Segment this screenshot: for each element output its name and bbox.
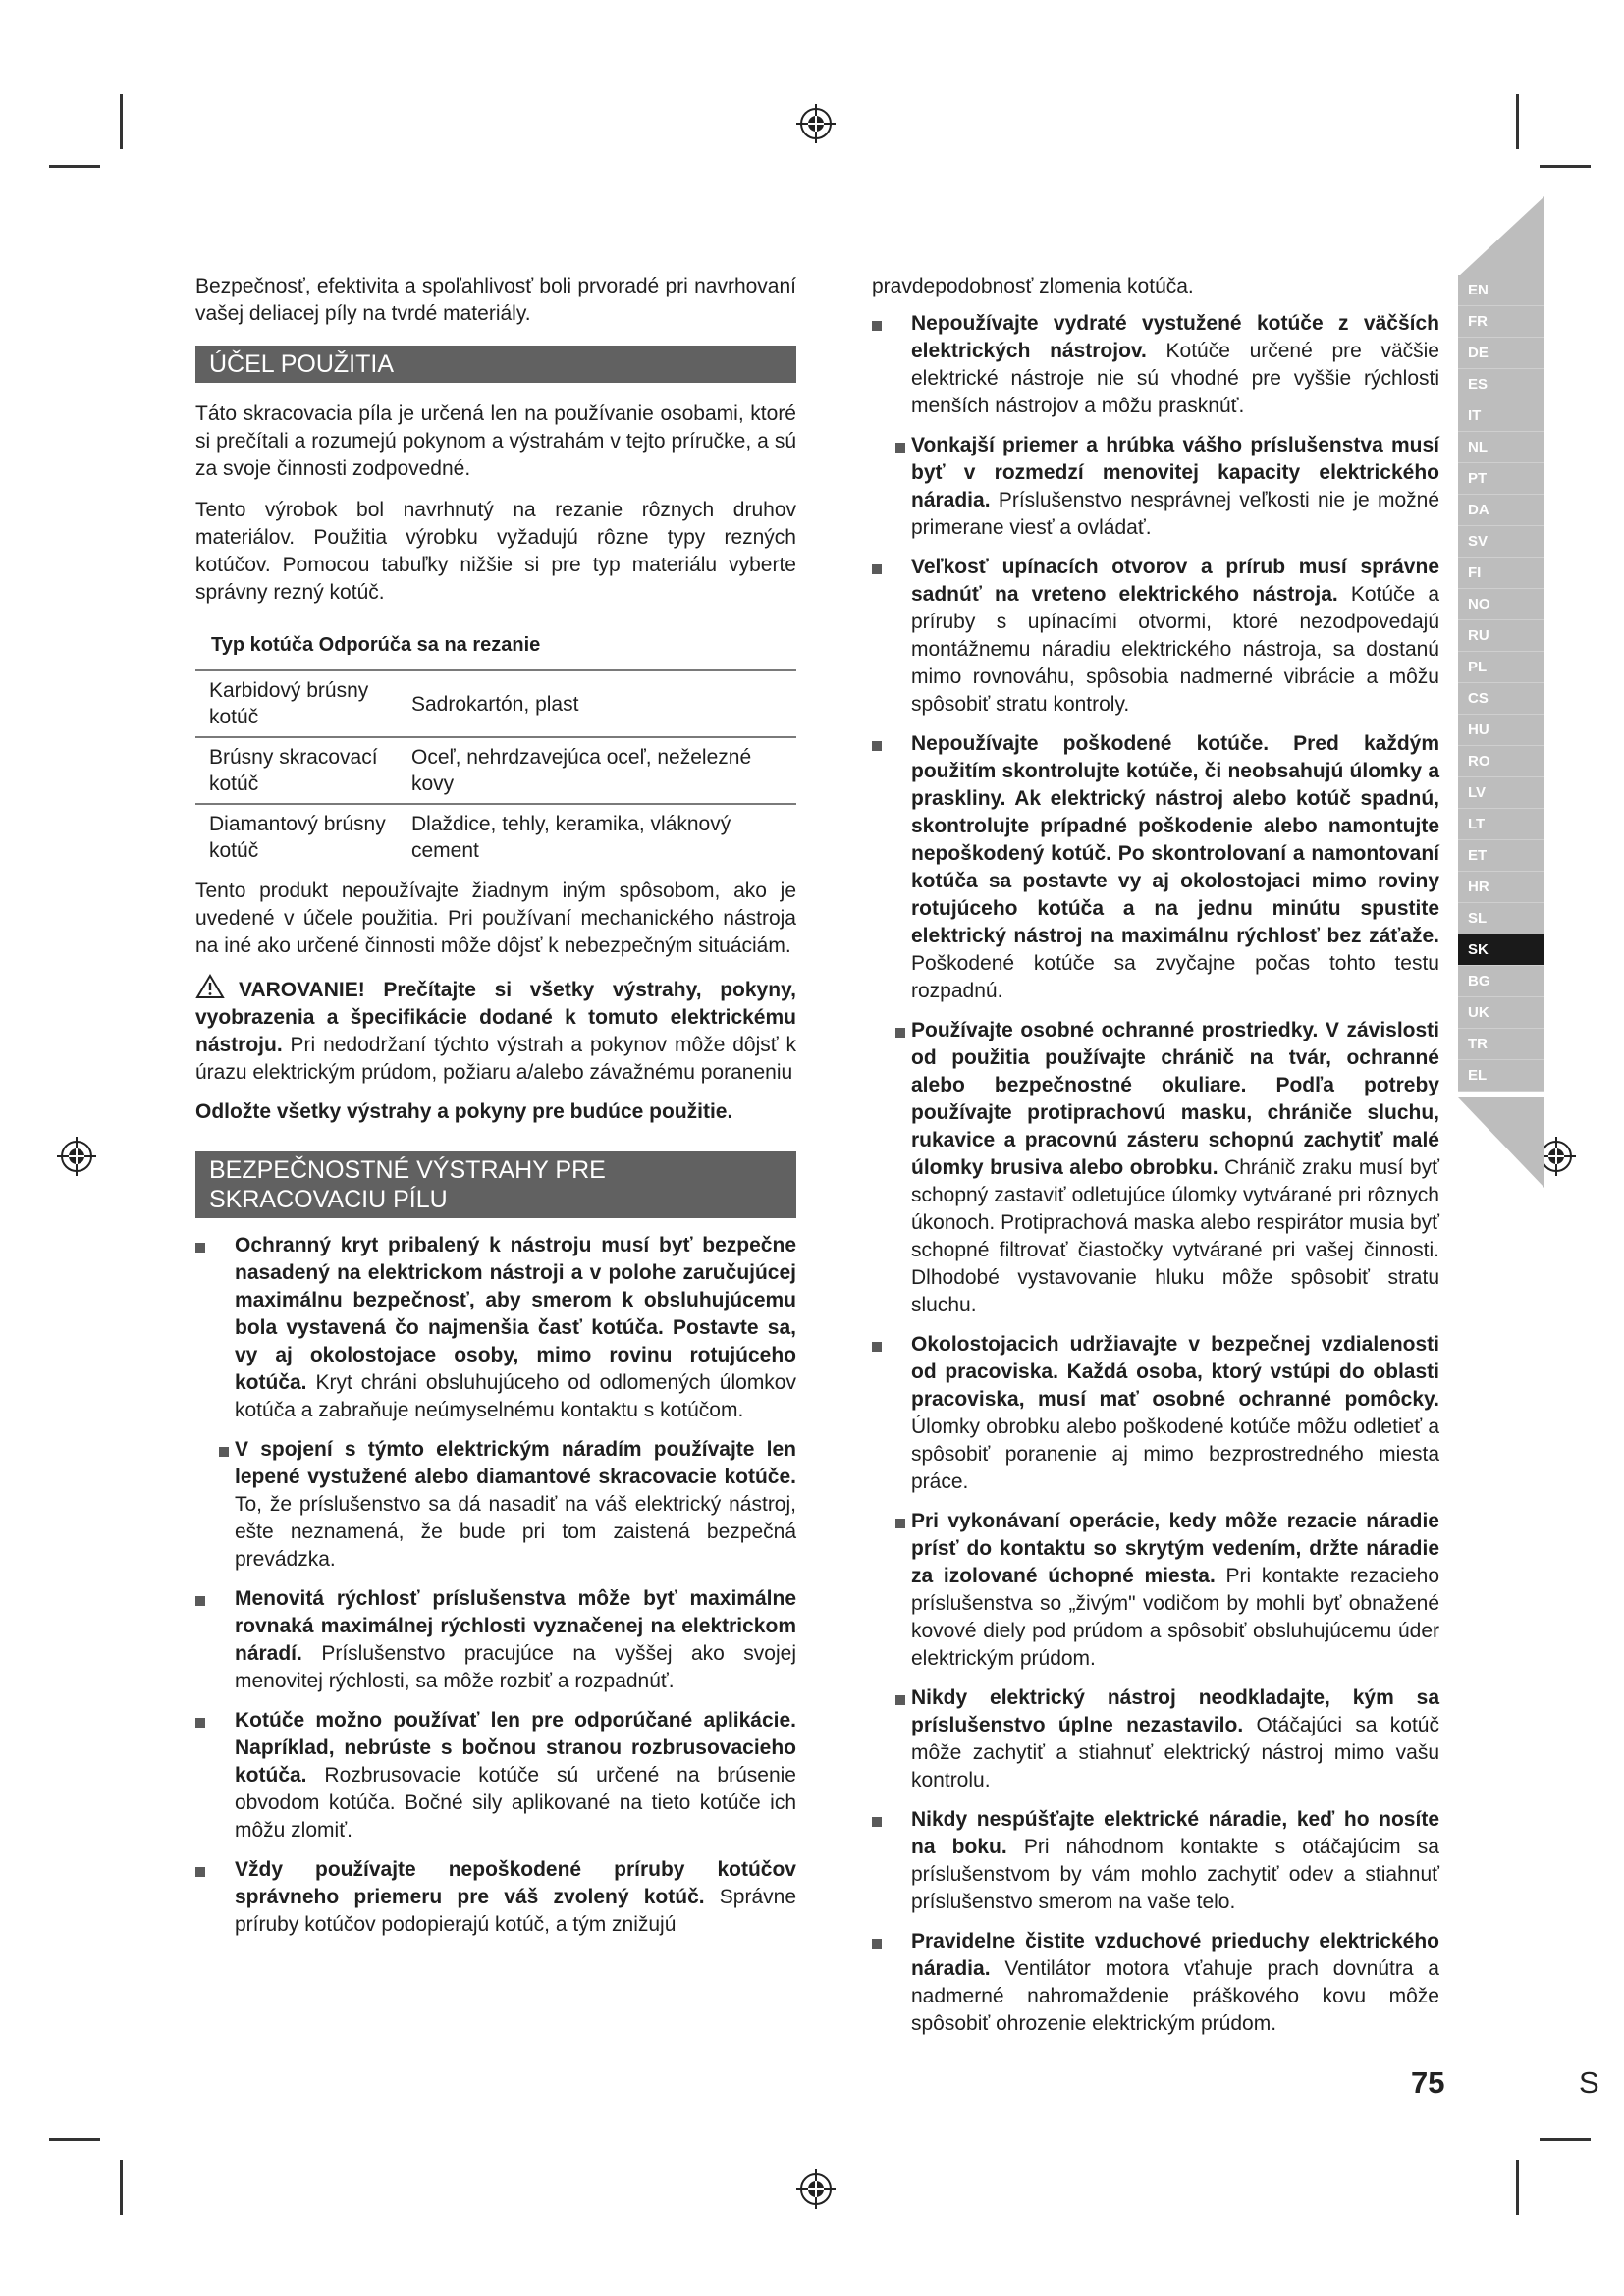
list-item bbox=[195, 1856, 796, 1939]
crop-mark bbox=[120, 2160, 123, 2215]
intro-paragraph: Bezpečnosť, efektivita a spoľahlivosť boli prvoradé pri navrhovaní vašej deliacej píly na tvrdé materiály. bbox=[195, 275, 796, 325]
usage-paragraph: Tento produkt nepoužívajte žiadnym iným spôsobom, ako je uvedené v účele použitia. Pri používaní mechanického nástroja na iné ako určené činnosti môže dôjsť k nebezpečným situáciám. bbox=[195, 880, 796, 957]
language-tabs bbox=[1458, 275, 1544, 1092]
bullet-bold-text: Pravidelne čistite vzduchové prieduchy elektrického náradia. bbox=[911, 1930, 1439, 1980]
bullet-text: Pri kontakte rezacieho príslušenstva so „živým" vodičom by mohli byť obnažené kovové diely pod prúdom a spôsobiť obsluhujúcemu úder elektrickým prúdom. bbox=[911, 1565, 1439, 1670]
language-tab-sv[interactable]: SV bbox=[1458, 526, 1544, 558]
crop-mark bbox=[1516, 94, 1519, 149]
registration-mark-icon bbox=[794, 102, 838, 145]
continuation-text: pravdepodobnosť zlomenia kotúča. bbox=[872, 275, 1194, 297]
language-tab-cs[interactable]: CS bbox=[1458, 683, 1544, 715]
bullet-bold-text: Vonkajší priemer a hrúbka vášho príslušenstva musí byť v rozmedzí menovitej kapacity elektrického náradia. bbox=[911, 434, 1439, 511]
bullet-square-icon bbox=[195, 1867, 205, 1877]
bullet-square-icon bbox=[895, 1028, 905, 1038]
purpose-paragraph-1: Táto skracovacia píla je určená len na používanie osobami, ktoré si prečítali a rozumejú pokynom a výstrahám v tejto príručke, a sú za svoje činnosti zodpovedné. bbox=[195, 402, 796, 480]
keep-instructions: Odložte všetky výstrahy a pokyny pre budúce použitie. bbox=[195, 1100, 733, 1123]
language-tab-sl[interactable]: SL bbox=[1458, 903, 1544, 934]
bullet-square-icon bbox=[895, 1695, 905, 1705]
bullet-text: To, že príslušenstvo sa dá nasadiť na váš elektrický nástroj, ešte neznamená, že bude pri tom zaistená bezpečná prevádzka. bbox=[235, 1493, 796, 1571]
bullet-text: Príslušenstvo pracujúce na vyššej ako svojej menovitej rýchlosti, sa môže rozbiť a rozpadnúť. bbox=[235, 1642, 796, 1692]
bullet-bold-text: Používajte osobné ochranné prostriedky. V závislosti od použitia používajte chránič na tvár, ochranné alebo bezpečnostné okuliare. Podľa potreby používajte protiprachovú masku, chrániče sluchu, rukavice a pracovnú zásteru schopnú zachytiť malé úlomky brusiva alebo obrobku. bbox=[911, 1019, 1439, 1179]
language-tab-decor bbox=[1458, 196, 1544, 277]
purpose-paragraph-2: Tento výrobok bol navrhnutý na rezanie rôznych druhov materiálov. Použitia výrobku vyžadujú rôzne typy rezných kotúčov. Pomocou tabuľky nižšie si pre typ materiálu vyberte správny rezný kotúč. bbox=[195, 499, 796, 604]
right-bullet-list bbox=[872, 310, 1439, 2038]
warning-paragraph bbox=[195, 974, 796, 1087]
language-tab-tr[interactable]: TR bbox=[1458, 1029, 1544, 1060]
bullet-bold-text: Kotúče možno používať len pre odporúčané aplikácie. Napríklad, nebrúste s bočnou stranou rozbrusovacieho kotúča. bbox=[235, 1709, 796, 1787]
language-tab-nl[interactable]: NL bbox=[1458, 432, 1544, 463]
language-tab-no[interactable]: NO bbox=[1458, 589, 1544, 620]
bullet-square-icon bbox=[895, 443, 905, 453]
section-title-safety: BEZPEČNOSTNÉ VÝSTRAHY PRE SKRACOVACIU PÍLU bbox=[195, 1151, 796, 1218]
language-tab-uk[interactable]: UK bbox=[1458, 997, 1544, 1029]
blade-type-cell: Diamantový brúsny kotúč bbox=[209, 813, 386, 862]
bullet-text: Rozbrusovacie kotúče sú určené na brúsenie obvodom kotúča. Bočné sily aplikované na tieto kotúče ich môžu zlomiť. bbox=[235, 1764, 796, 1842]
list-item bbox=[195, 1232, 796, 1424]
bullet-text: Príslušenstvo nesprávnej veľkosti nie je možné primerane viesť a ovládať. bbox=[911, 489, 1439, 539]
bullet-bold-text: Okolostojacich udržiavajte v bezpečnej vzdialenosti od pracoviska. Každá osoba, ktorý vstúpi do oblasti pracoviska, musí mať osobné ochranné pomôcky. bbox=[911, 1333, 1439, 1411]
blade-use-cell: Dlaždice, tehly, keramika, vláknový cement bbox=[411, 813, 731, 862]
right-column bbox=[872, 273, 1439, 2050]
edge-character: S bbox=[1579, 2065, 1599, 2100]
list-item bbox=[195, 1436, 796, 1574]
section-title-purpose: ÚČEL POUŽITIA bbox=[195, 346, 796, 383]
bullet-bold-text: Nepoužívajte vydraté vystužené kotúče z väčších elektrických nástrojov. bbox=[911, 312, 1439, 362]
language-tab-da[interactable]: DA bbox=[1458, 495, 1544, 526]
crop-mark bbox=[1540, 2138, 1591, 2141]
language-tab-fi[interactable]: FI bbox=[1458, 558, 1544, 589]
language-tab-pl[interactable]: PL bbox=[1458, 652, 1544, 683]
language-tab-ro[interactable]: RO bbox=[1458, 746, 1544, 777]
warning-triangle-icon bbox=[195, 974, 225, 999]
list-item bbox=[872, 1928, 1439, 2038]
blade-table-header: Typ kotúča Odporúča sa na rezanie bbox=[211, 634, 541, 656]
language-tab-hu[interactable]: HU bbox=[1458, 715, 1544, 746]
list-item bbox=[872, 730, 1439, 1005]
list-item bbox=[872, 1331, 1439, 1496]
list-item bbox=[872, 1684, 1439, 1794]
list-item bbox=[195, 1585, 796, 1695]
bullet-bold-text: Nikdy elektrický nástroj neodkladajte, kým sa príslušenstvo úplne nezastavilo. bbox=[911, 1686, 1439, 1736]
bullet-square-icon bbox=[872, 1939, 882, 1949]
bullet-square-icon bbox=[895, 1519, 905, 1528]
language-tab-decor bbox=[1458, 1097, 1544, 1188]
language-tab-en[interactable]: EN bbox=[1458, 275, 1544, 306]
bullet-text: Kotúče a príruby s upínacími otvormi, ktoré nezodpovedajú montážnemu náradiu elektrického nástroja, sa dostanú mimo rovnováhu, spôsobia nadmerné vibrácie a môžu spôsobiť stratu kontroly. bbox=[911, 583, 1439, 716]
bullet-text: Ventilátor motora vťahuje prach dovnútra a nadmerné nahromaždenie práškového kovu môže spôsobiť ohrozenie elektrickým prúdom. bbox=[911, 1957, 1439, 2035]
list-item bbox=[195, 1707, 796, 1844]
registration-mark-icon bbox=[55, 1135, 98, 1178]
bullet-square-icon bbox=[872, 564, 882, 574]
language-tab-it[interactable]: IT bbox=[1458, 400, 1544, 432]
bullet-text: Poškodené kotúče sa zvyčajne počas tohto testu rozpadnú. bbox=[911, 952, 1439, 1002]
bullet-bold-text: V spojení s týmto elektrickým náradím používajte len lepené vystužené alebo diamantové skracovacie kotúče. bbox=[235, 1438, 796, 1488]
bullet-square-icon bbox=[872, 321, 882, 331]
list-item bbox=[872, 554, 1439, 719]
bullet-bold-text: Vždy používajte nepoškodené príruby kotúčov správneho priemeru pre váš zvolený kotúč. bbox=[235, 1858, 796, 1908]
crop-mark bbox=[49, 2138, 100, 2141]
crop-mark bbox=[1516, 2160, 1519, 2215]
language-tab-hr[interactable]: HR bbox=[1458, 872, 1544, 903]
language-tab-lv[interactable]: LV bbox=[1458, 777, 1544, 809]
blade-use-cell: Sadrokartón, plast bbox=[411, 692, 579, 716]
bullet-square-icon bbox=[195, 1718, 205, 1728]
bullet-square-icon bbox=[872, 1817, 882, 1827]
bullet-square-icon bbox=[872, 1342, 882, 1352]
blade-type-cell: Brúsny skracovací kotúč bbox=[209, 746, 378, 795]
left-column bbox=[195, 273, 796, 1950]
bullet-bold-text: Pri vykonávaní operácie, kedy môže rezacie náradie prísť do kontaktu so skrytým vedením, držte náradie za izolované úchopné miesta. bbox=[911, 1510, 1439, 1587]
page-number: 75 bbox=[1411, 2065, 1445, 2100]
bullet-text: Úlomky obrobku alebo poškodené kotúče môžu odletieť a spôsobiť poranenie aj mimo bezprostredného miesta práce. bbox=[911, 1415, 1439, 1493]
table-row bbox=[195, 670, 796, 737]
bullet-bold-text: Menovitá rýchlosť príslušenstva môže byť maximálne rovnaká maximálnej rýchlosti vyznačenej na elektrickom náradí. bbox=[235, 1587, 796, 1665]
blade-table bbox=[195, 669, 796, 870]
bullet-bold-text: Nepoužívajte poškodené kotúče. Pred každým použitím skontrolujte kotúče, či neobsahujú úlomky a praskliny. Ak elektrický nástroj alebo kotúč spadnú, skontrolujte prípadné poškodenie alebo namontujte nepoškodený kotúč. Po skontrolovaní a namontovaní kotúča sa postavte vy aj okolostojaci mimo roviny rotujúceho kotúča a na jednu minútu spustite elektrický nástroj na maximálnu rýchlosť bez záťaže. bbox=[911, 732, 1439, 947]
bullet-text: Kotúče určené pre väčšie elektrické nástroje nie sú vhodné pre vyššie rýchlosti menších nástrojov a môžu prasknúť. bbox=[911, 340, 1439, 417]
language-tab-es[interactable]: ES bbox=[1458, 369, 1544, 400]
left-bullet-list bbox=[195, 1232, 796, 1939]
list-item bbox=[872, 1017, 1439, 1319]
language-tab-pt[interactable]: PT bbox=[1458, 463, 1544, 495]
language-tab-el[interactable]: EL bbox=[1458, 1060, 1544, 1092]
bullet-square-icon bbox=[219, 1447, 229, 1457]
table-row bbox=[195, 737, 796, 804]
bullet-bold-text: Ochranný kryt pribalený k nástroju musí byť bezpečne nasadený na elektrickom nástroji a v polohe zaručujúcej maximálnu bezpečnosť, aby smerom k obsluhujúcemu bola vystavená čo najmenšia časť kotúča. Postavte sa, vy aj okolostojace osoby, mimo rovinu rotujúceho kotúča. bbox=[235, 1234, 796, 1394]
bullet-text: Správne príruby kotúčov podopierajú kotúč, a tým znižujú bbox=[235, 1886, 796, 1936]
bullet-square-icon bbox=[195, 1596, 205, 1606]
crop-mark bbox=[120, 94, 123, 149]
bullet-bold-text: Nikdy nespúšťajte elektrické náradie, keď ho nosíte na boku. bbox=[911, 1808, 1439, 1858]
bullet-text: Kryt chráni obsluhujúceho od odlomených úlomkov kotúča a zabraňuje neúmyselnému kontaktu s kotúčom. bbox=[235, 1371, 796, 1421]
table-row bbox=[195, 804, 796, 870]
language-tab-fr[interactable]: FR bbox=[1458, 306, 1544, 338]
bullet-bold-text: Veľkosť upínacích otvorov a prírub musí správne sadnúť na vreteno elektrického nástroja. bbox=[911, 556, 1439, 606]
crop-mark bbox=[49, 165, 100, 168]
bullet-text: Pri náhodnom kontakte s otáčajúcim sa príslušenstvom by vám mohlo zachytiť odev a stiahnuť príslušenstvo smerom na vaše telo. bbox=[911, 1836, 1439, 1913]
bullet-text: Chránič zraku musí byť schopný zastaviť odletujúce úlomky vytvárané pri rôznych úkonoch. Protiprachová maska alebo respirátor musia byť schopné filtrovať čiastočky vytvárané pri vašej činnosti. Dlhodobé vystavovanie hluku môže spôsobiť stratu sluchu. bbox=[911, 1156, 1439, 1316]
language-tab-lt[interactable]: LT bbox=[1458, 809, 1544, 840]
blade-type-cell: Karbidový brúsny kotúč bbox=[209, 679, 369, 728]
list-item bbox=[872, 310, 1439, 420]
crop-mark bbox=[1540, 165, 1591, 168]
bullet-square-icon bbox=[195, 1243, 205, 1253]
language-tab-sk[interactable]: SK bbox=[1458, 934, 1544, 966]
language-tab-bg[interactable]: BG bbox=[1458, 966, 1544, 997]
registration-mark-icon bbox=[794, 2167, 838, 2211]
list-item bbox=[872, 432, 1439, 542]
bullet-text: Otáčajúci sa kotúč môže zachytiť a stiahnuť elektrický nástroj mimo vašu kontrolu. bbox=[911, 1714, 1439, 1791]
list-item bbox=[872, 1806, 1439, 1916]
warning-text: Pri nedodržaní týchto výstrah a pokynov môže dôjsť k úrazu elektrickým prúdom, požiaru a/alebo závažnému poraneniu bbox=[195, 1034, 796, 1084]
warning-bold: VAROVANIE! Prečítajte si všetky výstrahy, pokyny, vyobrazenia a špecifikácie dodané k tomuto elektrickému nástroju. bbox=[195, 979, 796, 1056]
bullet-square-icon bbox=[872, 741, 882, 751]
language-tab-et[interactable]: ET bbox=[1458, 840, 1544, 872]
list-item bbox=[872, 1508, 1439, 1673]
language-tab-de[interactable]: DE bbox=[1458, 338, 1544, 369]
blade-use-cell: Oceľ, nehrdzavejúca oceľ, neželezné kovy bbox=[411, 746, 752, 795]
language-tab-ru[interactable]: RU bbox=[1458, 620, 1544, 652]
